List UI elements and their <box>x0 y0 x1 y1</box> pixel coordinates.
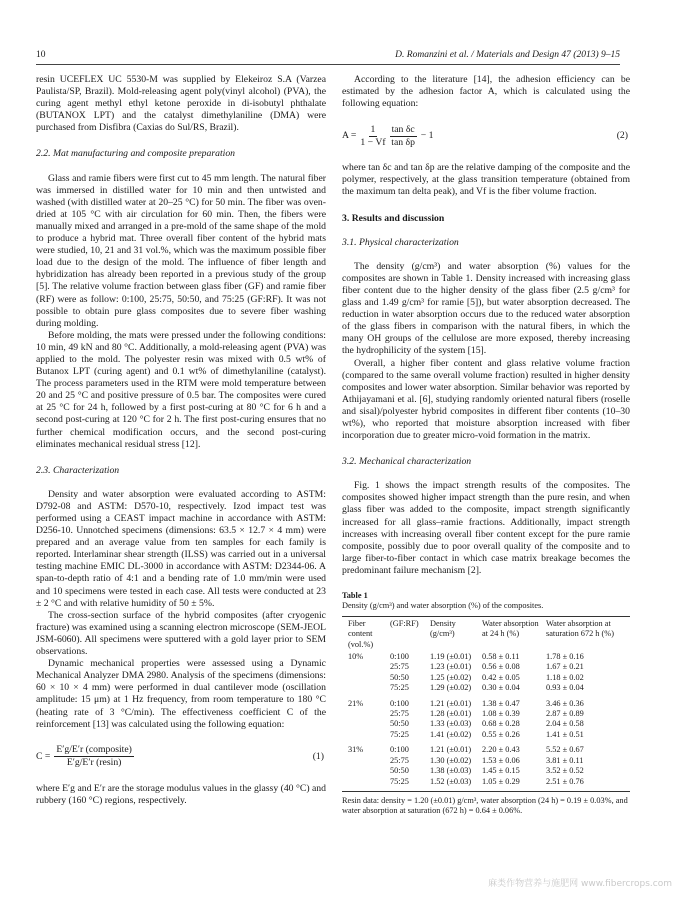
table-cell <box>342 709 388 719</box>
table-cell: 0.56 ± 0.08 <box>482 662 520 672</box>
table-row <box>342 730 630 740</box>
table-cell: 1.19 (±0.01) <box>430 652 472 662</box>
header-rule <box>36 64 620 65</box>
paragraph-eq1-definition: where E′g and E′r are the storage modulus values in the glassy (40 °C) and rubbery (160 °C) regions, respectively. <box>36 782 326 806</box>
table-cell: 3.81 ± 0.11 <box>546 755 584 765</box>
table-cell: 1.52 (±0.03) <box>430 776 472 786</box>
table-header-cell: Fiber content (vol.%) <box>348 618 374 649</box>
table-cell: 3.52 ± 0.52 <box>546 766 584 776</box>
paragraph-physical: The density (g/cm³) and water absorption (%) values for the composites are shown in Table 1. Density increased with increasing glass fiber content due to the higher density of the glass fiber (2.5 g/cm³ for glass and 1.49 g/cm³ for ramie [5]), but water absorption decreased. The reduction in water absorption occurs due to the reduced water absorption of the glass fibers in comparison with the natural fibers, in which the many OH groups of the cellulose are more exposed, thereby increasing the hydrophilicity of the system [15]. <box>342 260 630 357</box>
table-cell: 1.05 ± 0.29 <box>482 776 520 786</box>
equation-1 <box>36 737 326 777</box>
paragraph-eq2-definition: where tan δc and tan δp are the relative damping of the composite and the polymer, respectively, at the glass transition temperature (obtained from the maximum tan delta peak), and Vf is the fiber volume fraction. <box>342 162 630 198</box>
table-cell: 1.25 (±0.02) <box>430 672 472 682</box>
table-cell: 1.78 ± 0.16 <box>546 652 584 662</box>
table-cell <box>342 777 388 787</box>
table-cell <box>342 766 388 776</box>
table-cell: 1.41 ± 0.51 <box>546 729 584 739</box>
table-cell: 50:50 <box>390 766 409 776</box>
equation-1-numerator: E′g/E′r (composite) <box>54 744 134 757</box>
equation-2-f1-numerator: 1 <box>369 124 378 137</box>
table-row <box>342 652 630 662</box>
page-number: 10 <box>36 50 46 60</box>
paragraph-mechanical: Fig. 1 shows the impact strength results of the composites. The composites showed higher impact strength than the pure resin, and when glass fiber was added to the composite, impact strength significantly increased for all glass–ramie fractions. Additionally, impact strength increases with increasing overall fiber content except for the pure ramie composite, possibly due to poor overall quality of the composite and to large fiber-to-fiber contact in which case matrix breakage becomes the predominant failure mechanism [2]. <box>342 480 630 576</box>
table-1 <box>342 591 630 817</box>
equation-2-f1-denominator: 1 − Vf <box>360 136 386 148</box>
table-cell: 0:100 <box>390 652 409 662</box>
table-cell: 2.87 ± 0.89 <box>546 709 584 719</box>
table-header-cell: (GF:RF) <box>390 618 419 628</box>
table-row <box>342 662 630 672</box>
table-cell: 0.42 ± 0.05 <box>482 672 520 682</box>
table-row <box>342 740 630 755</box>
table-grid <box>342 617 630 787</box>
table-row <box>342 756 630 766</box>
equation-2-tail: − 1 <box>420 130 434 142</box>
table-row <box>342 673 630 683</box>
table-cell: 2.20 ± 0.43 <box>482 745 520 755</box>
paragraph-sem: The cross-section surface of the hybrid composites (after cryogenic fracture) was examined using a scanning electron microscope (SEM-JEOL JSM-6060). All specimens were sputtered with a gold layer prior to SEM observations. <box>36 609 326 658</box>
section-heading-2-3: 2.3. Characterization <box>36 464 120 476</box>
table-cell: 1.08 ± 0.39 <box>482 709 520 719</box>
table-cell: 10% <box>348 652 364 662</box>
table-cell: 0.68 ± 0.28 <box>482 719 520 729</box>
running-head: D. Romanzini et al. / Materials and Design 47 (2013) 9–15 <box>395 50 620 60</box>
section-heading-3-1: 3.1. Physical characterization <box>342 236 459 248</box>
table-cell: 1.33 (±0.03) <box>430 719 472 729</box>
table-cell: 25:75 <box>390 709 409 719</box>
table-cell: 0:100 <box>390 745 409 755</box>
table-row <box>342 777 630 787</box>
equation-2 <box>342 116 630 156</box>
table-row <box>342 683 630 693</box>
paragraph-molding: Before molding, the mats were pressed under the following conditions: 10 min, 49 kN and 80 °C. Additionally, a mold-releasing agent (PVA) was applied to the mold. The polyester resin was mixed with 0.5 wt% of Butanox LPT (curing agent) and 0.1 wt% of dimethylaniline (catalyst). The process parameters used in the RTM were mold temperature between 20 and 25 °C and positive pressure of 0.5 bar. The composites were cured at 25 °C for 24 h, followed by a first post-curing at 80 °C for 6 h and a second post-curing at 120 °C for 2 h. The first post-curing ensures that no further chemical modification occurs, and the second post-curing eliminates mechanical residual stress [12]. <box>36 329 326 450</box>
equation-2-f2-numerator: tan δc <box>390 124 417 137</box>
table-row <box>342 694 630 709</box>
table-cell <box>342 673 388 683</box>
table-cell: 0.30 ± 0.04 <box>482 683 520 693</box>
right-column <box>342 74 630 817</box>
table-cell: 3.46 ± 0.36 <box>546 698 584 708</box>
table-cell: 1.38 (±0.03) <box>430 766 472 776</box>
paragraph-density-tests: Density and water absorption were evaluated according to ASTM: D792-08 and ASTM: D570-10, respectively. Izod impact test was performed using a CEAST impact machine in accordance with ASTM: D256-10. Unnotched specimens (dimensions: 63.5 × 12.7 × 4 mm) were prepared and an average value from ten samples for each family is reported. Interlaminar shear strength (ILSS) was carried out in a universal testing machine EMIC DL-3000 in accordance with ASTM: D2344-06. A span-to-depth ratio of 4:1 and a bending rate of 1.0 mm/min were used and 10 specimens were tested in each case. All tests were conducted at 23 ± 2 °C and with relative humidity of 50 ± 5%. <box>36 488 326 609</box>
table-cell: 75:25 <box>390 776 409 786</box>
paragraph-overall: Overall, a higher fiber content and glass relative volume fraction (compared to the same overall volume fraction) resulted in higher density composites and lower water absorption. Similar behavior was reported by Athijayamani et al. [6], studying randomly oriented natural fibers (roselle and sisal)/polyester hybrid composites in different fiber contents (10–30 wt%), who reported that moisture absorption increased with fiber incorporation due to greater micro-void formation in the matrix. <box>342 357 630 442</box>
table-header-cell: Water absorption at 24 h (%) <box>482 618 539 639</box>
table-row <box>342 766 630 776</box>
page-header <box>36 50 620 62</box>
table-cell: 1.28 (±0.01) <box>430 709 472 719</box>
table-header-row <box>342 617 630 652</box>
equation-1-lhs: C = <box>36 750 51 762</box>
table-cell <box>342 756 388 766</box>
table-cell <box>342 662 388 672</box>
table-cell: 1.45 ± 0.15 <box>482 766 520 776</box>
table-cell <box>342 683 388 693</box>
table-cell: 2.04 ± 0.58 <box>546 719 584 729</box>
table-cell: 0.93 ± 0.04 <box>546 683 584 693</box>
table-cell: 50:50 <box>390 719 409 729</box>
table-cell: 1.67 ± 0.21 <box>546 662 584 672</box>
equation-2-number: (2) <box>616 130 628 142</box>
equation-1-denominator: E′g/E′r (resin) <box>66 757 122 769</box>
section-heading-3-2: 3.2. Mechanical characterization <box>342 456 472 468</box>
paragraph-adhesion: According to the literature [14], the adhesion efficiency can be estimated by the adhesion factor A, which is calculated using the following equation: <box>342 74 630 110</box>
section-heading-3: 3. Results and discussion <box>342 212 445 224</box>
table-cell: 25:75 <box>390 755 409 765</box>
table-caption: Density (g/cm³) and water absorption (%) of the composites. <box>342 601 544 611</box>
table-footnote: Resin data: density = 1.20 (±0.01) g/cm³, water absorption (24 h) = 0.19 ± 0.03%, and water absorption at saturation (672 h) = 0.64 ± 0.06%. <box>342 795 628 816</box>
table-cell: 21% <box>348 698 364 708</box>
table-cell: 1.29 (±0.02) <box>430 683 472 693</box>
table-cell: 31% <box>348 745 364 755</box>
table-cell: 1.23 (±0.01) <box>430 662 472 672</box>
equation-2-lhs: A = <box>342 130 357 142</box>
paragraph-dma: Dynamic mechanical properties were assessed using a Dynamic Mechanical Analyzer DMA 2980. Analysis of the specimens (dimensions: 60 × 10 × 4 mm) were performed in dual cantilever mode (oscillation amplitude: 15 μm) at 1 Hz frequency, from room temperature to 180 °C (heating rate of 3 °C/min). The effectiveness coefficient C of the reinforcement [13] was calculated using the following equation: <box>36 658 326 730</box>
equation-2-fraction-1 <box>360 124 385 149</box>
table-cell: 75:25 <box>390 729 409 739</box>
equation-1-number: (1) <box>312 750 324 762</box>
table-cell: 1.53 ± 0.06 <box>482 755 520 765</box>
left-column <box>36 74 326 807</box>
table-title: Table 1 <box>342 591 368 600</box>
table-bottom-rule <box>342 791 630 792</box>
paragraph-mat-manufacturing: Glass and ramie fibers were first cut to 45 mm length. The natural fiber was immersed in distilled water for 10 min and then untwisted and washed (with distilled water at 20–25 °C) for 50 min. The fiber was oven-dried at 105 °C with air circulation for 60 min. Then, the fibers were manually mixed and arranged in a pre-mold of the same shape of the mold to produce a hybrid mat. Three overall fiber content of the hybrid mats were studied, 10, 21 and 31 vol.%, which was the maximum possible fiber load due to the design of the mold. The influence of fiber length and hybridization has already been reported in a previous study of the group [5]. The relative volume fraction between glass fiber (GF) and ramie fiber (RF) were as follow: 0:100, 25:75, 50:50, and 75:25 (GF:RF). It was not possible to obtain pure glass composites due to severe fiber washing during molding. <box>36 172 326 329</box>
table-cell: 1.18 ± 0.02 <box>546 672 584 682</box>
table-cell: 0:100 <box>390 698 409 708</box>
equation-2-fraction-2 <box>390 124 417 149</box>
table-cell <box>342 730 388 740</box>
table-cell: 1.41 (±0.02) <box>430 729 472 739</box>
equation-2-f2-denominator: tan δp <box>391 136 415 148</box>
table-row <box>342 709 630 719</box>
watermark: 麻类作物营养与施肥网 www.fibercrops.com <box>488 879 672 889</box>
table-body <box>342 652 630 787</box>
table-row <box>342 719 630 729</box>
table-cell: 0.55 ± 0.26 <box>482 729 520 739</box>
table-cell: 50:50 <box>390 672 409 682</box>
table-cell: 1.30 (±0.02) <box>430 755 472 765</box>
table-cell: 1.21 (±0.01) <box>430 745 472 755</box>
table-cell <box>342 719 388 729</box>
equation-1-fraction <box>54 744 134 769</box>
table-cell: 2.51 ± 0.76 <box>546 776 584 786</box>
table-cell: 25:75 <box>390 662 409 672</box>
table-cell: 1.38 ± 0.47 <box>482 698 520 708</box>
table-cell: 1.21 (±0.01) <box>430 698 472 708</box>
table-cell: 75:25 <box>390 683 409 693</box>
table-cell: 5.52 ± 0.67 <box>546 745 584 755</box>
paragraph-materials-end: resin UCEFLEX UC 5530-M was supplied by Elekeiroz S.A (Varzea Paulista/SP, Brazil). Mold-releasing agent poly(vinyl alcohol) (PVA), the curing agent methyl ethyl ketone peroxide in di-isobutyl phthalate (BUTANOX LPT) and the catalyst dimethylaniline (DMA) were purchased from Disfibra (Caxias do Sul/RS, Brazil). <box>36 74 326 134</box>
table-header-cell: Water absorption at saturation 672 h (%) <box>546 618 614 639</box>
table-cell: 0.58 ± 0.11 <box>482 652 520 662</box>
table-header-cell: Density (g/cm³) <box>430 618 456 639</box>
section-heading-2-2: 2.2. Mat manufacturing and composite preparation <box>36 148 236 160</box>
